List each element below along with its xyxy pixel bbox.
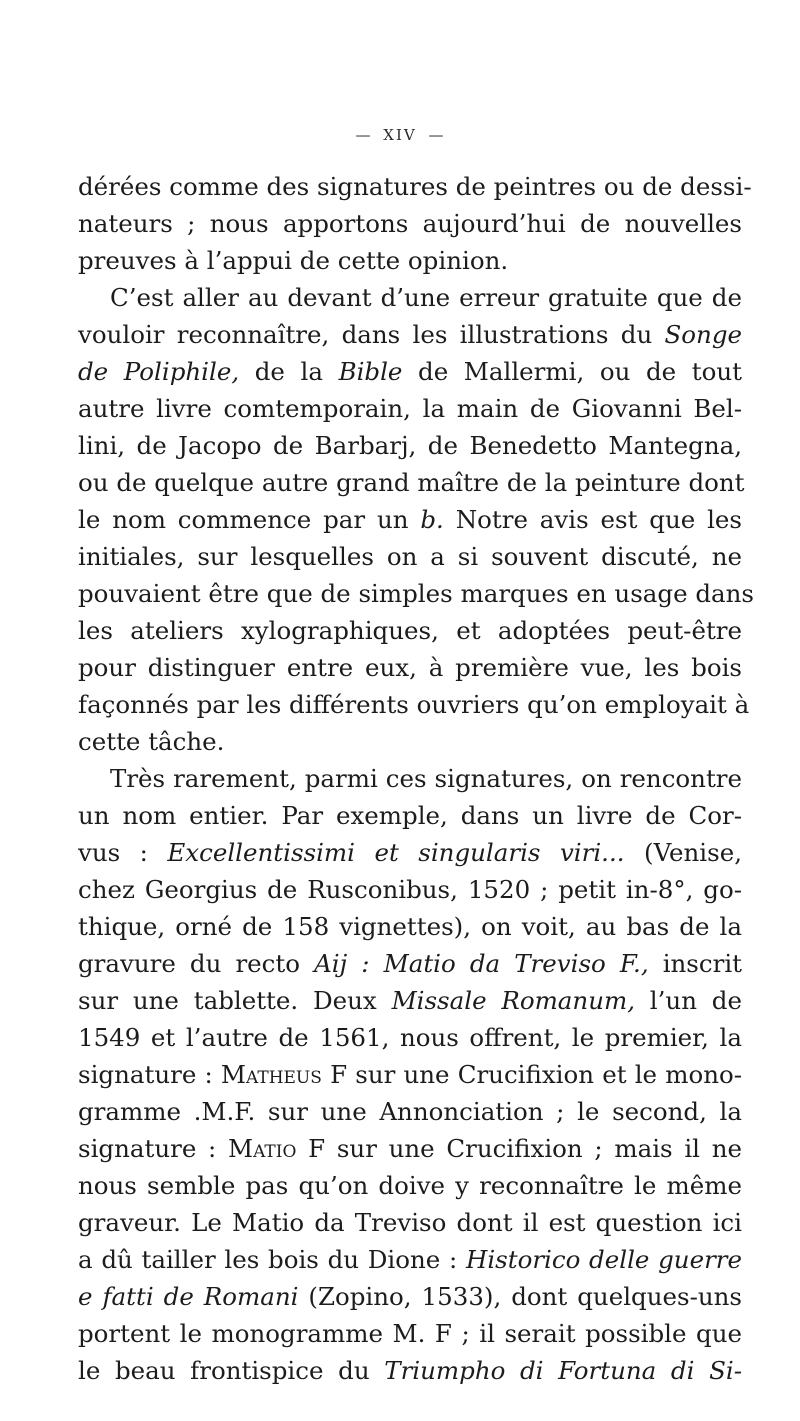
text-line xyxy=(78,1278,742,1315)
text-segment: gramme .M.F. sur une Annonciation ; le second, la xyxy=(78,1097,742,1126)
text-segment: nateurs ; nous apportons aujourd’hui de nouvelles xyxy=(78,209,742,238)
text-segment: les ateliers xylographiques, et adoptées peut-être xyxy=(78,616,742,645)
text-segment: lini, de Jacopo de Barbarj, de Benedetto Mantegna, xyxy=(78,431,742,460)
text-line xyxy=(78,1093,742,1130)
small-caps-text: Matheus xyxy=(220,1060,322,1089)
text-segment: l’un de xyxy=(635,986,742,1015)
text-segment: ou de quelque autre grand maître de la peinture dont xyxy=(78,468,745,497)
text-line xyxy=(78,760,742,797)
text-segment: F sur une Crucifixion ; mais il ne xyxy=(296,1134,742,1163)
italic-text: de Poliphile, xyxy=(78,357,240,386)
text-segment: cette tâche. xyxy=(78,727,225,756)
text-segment: le beau frontispice du xyxy=(78,1356,385,1385)
text-line xyxy=(78,1204,742,1241)
text-segment: sur une tablette. Deux xyxy=(78,986,392,1015)
header-dash-right: — xyxy=(428,126,445,144)
text-line xyxy=(78,1019,742,1056)
text-segment: (Zopino, 1533), dont quelques-uns xyxy=(298,1282,742,1311)
text-segment: graveur. Le Matio da Treviso dont il est question ici xyxy=(78,1208,742,1237)
text-segment: de Mallermi, ou de tout xyxy=(402,357,742,386)
text-segment: nous semble pas qu’on doive y reconnaître le même xyxy=(78,1171,742,1200)
text-segment: a dû tailler les bois du Dione : xyxy=(78,1245,466,1274)
text-line xyxy=(78,1241,742,1278)
text-line xyxy=(78,612,742,649)
text-segment: signature : xyxy=(78,1134,228,1163)
text-segment: initiales, sur lesquelles on a si souvent discuté, ne xyxy=(78,542,742,571)
text-line xyxy=(78,1056,742,1093)
text-segment: gravure du recto xyxy=(78,949,315,978)
text-line xyxy=(78,353,742,390)
text-line xyxy=(78,1167,742,1204)
italic-text: Songe xyxy=(664,320,742,349)
text-line xyxy=(78,279,742,316)
text-segment: vus : xyxy=(78,838,168,867)
text-segment: autre livre comtemporain, la main de Giovanni Bel- xyxy=(78,394,742,423)
text-segment: C’est aller au devant d’une erreur gratuite que de xyxy=(110,283,742,312)
text-line xyxy=(78,390,742,427)
text-segment: 1549 et l’autre de 1561, nous offrent, le premier, la xyxy=(78,1023,742,1052)
text-segment: preuves à l’appui de cette opinion. xyxy=(78,246,509,275)
text-line xyxy=(78,242,742,279)
text-segment: façonnés par les différents ouvriers qu’on employait à xyxy=(78,690,750,719)
text-line xyxy=(78,871,742,908)
text-line xyxy=(78,538,742,575)
text-segment: thique, orné de 158 vignettes), on voit, au bas de la xyxy=(78,912,742,941)
text-segment: portent le monogramme M. F ; il serait possible que xyxy=(78,1319,742,1348)
text-line xyxy=(78,723,742,760)
text-line xyxy=(78,834,742,871)
text-segment: le nom commence par un xyxy=(78,505,421,534)
header-dash-left: — xyxy=(355,126,372,144)
text-segment: inscrit xyxy=(648,949,742,978)
page-number: XIV xyxy=(383,126,417,144)
text-segment: dérées comme des signatures de peintres ou de dessi- xyxy=(78,172,752,201)
text-line xyxy=(78,797,742,834)
text-segment: chez Georgius de Rusconibus, 1520 ; petit in-8°, go- xyxy=(78,875,742,904)
text-line xyxy=(78,168,752,205)
text-segment: pouvaient être que de simples marques en usage dans xyxy=(78,579,754,608)
text-line xyxy=(78,945,742,982)
text-line xyxy=(78,908,742,945)
text-segment: signature : xyxy=(78,1060,221,1089)
text-segment: de la xyxy=(239,357,339,386)
text-segment: Notre avis est que les xyxy=(443,505,742,534)
text-segment: pour distinguer entre eux, à première vue, les bois xyxy=(78,653,742,682)
italic-text: Bible xyxy=(338,357,403,386)
text-segment: F sur une Crucifixion et le mono- xyxy=(321,1060,743,1089)
text-line xyxy=(78,1130,742,1167)
italic-text: b. xyxy=(420,505,444,534)
text-line xyxy=(78,427,742,464)
italic-text: Aij : Matio da Treviso F., xyxy=(314,949,649,978)
italic-text: Missale Romanum, xyxy=(391,986,635,1015)
italic-text: e fatti de Romani xyxy=(78,1282,299,1311)
text-line xyxy=(78,982,742,1019)
text-line xyxy=(78,501,742,538)
body-text xyxy=(78,168,754,1389)
italic-text: Excellentissimi et singularis viri... xyxy=(167,838,625,867)
text-segment: vouloir reconnaître, dans les illustrations du xyxy=(78,320,665,349)
text-line xyxy=(78,649,742,686)
text-line xyxy=(78,316,742,353)
small-caps-text: Matio xyxy=(227,1134,297,1163)
text-line xyxy=(78,1352,742,1389)
text-line xyxy=(78,575,754,612)
text-line xyxy=(78,205,742,242)
text-line xyxy=(78,686,750,723)
text-line xyxy=(78,1315,742,1352)
text-line xyxy=(78,464,745,501)
text-segment: Très rarement, parmi ces signatures, on rencontre xyxy=(110,764,742,793)
text-segment: un nom entier. Par exemple, dans un livre de Cor- xyxy=(78,801,742,830)
running-head xyxy=(0,126,800,144)
text-segment: (Venise, xyxy=(624,838,742,867)
italic-text: Triumpho di Fortuna di Si- xyxy=(384,1356,742,1385)
italic-text: Historico delle guerre xyxy=(465,1245,743,1274)
